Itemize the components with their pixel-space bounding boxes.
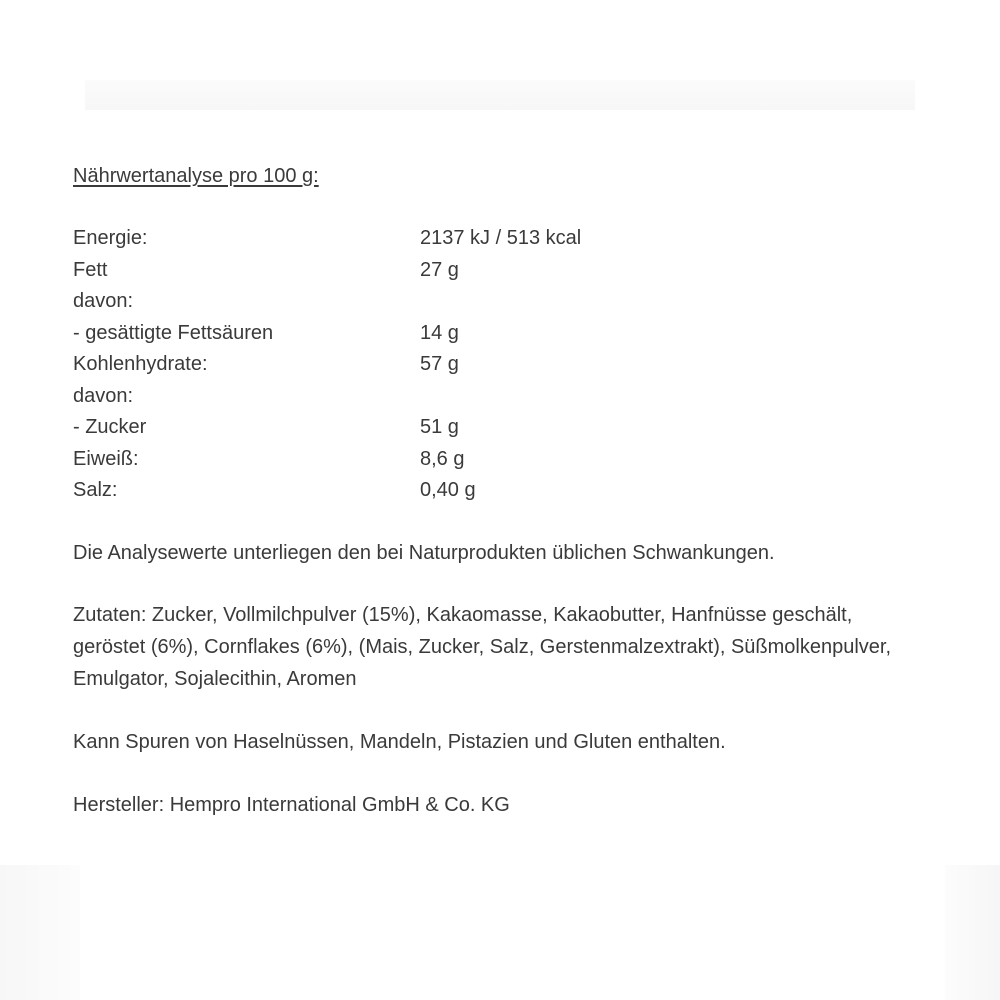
nutrition-heading: Nährwertanalyse pro 100 g: <box>73 165 319 187</box>
nutrition-row-salt <box>73 475 973 507</box>
ingredients-line: geröstet (6%), Cornflakes (6%), (Mais, Zucker, Salz, Gerstenmalzextrakt), Süßmolkenpulver, <box>73 635 892 658</box>
bottom-right-shade <box>945 865 1000 1000</box>
ingredients-line: Emulgator, Sojalecithin, Aromen <box>73 667 357 690</box>
ingredients-text <box>73 599 973 695</box>
nutrition-row-carbs-of-which <box>73 381 973 413</box>
nutrition-label: - Zucker <box>73 416 147 438</box>
nutrition-row-fat <box>73 255 973 287</box>
nutrition-value: 2137 kJ / 513 kcal <box>420 227 582 249</box>
nutrition-label: Salz: <box>73 479 118 501</box>
nutrition-label: davon: <box>73 290 134 312</box>
nutrition-value: 14 g <box>420 321 459 344</box>
nutrition-row-saturated-fat <box>73 318 973 350</box>
nutrition-row-fat-of-which <box>73 286 973 318</box>
nutrition-label: davon: <box>73 384 134 407</box>
nutrition-value: 51 g <box>420 416 459 438</box>
bottom-left-shade <box>0 865 80 1000</box>
nutrition-value: 8,6 g <box>420 447 465 470</box>
product-info <box>73 160 973 821</box>
nutrition-row-energy <box>73 223 973 255</box>
nutrition-row-sugar <box>73 412 973 444</box>
analysis-note: Die Analysewerte unterliegen den bei Naturprodukten üblichen Schwankungen. <box>73 541 775 564</box>
top-shade-strip <box>85 80 915 110</box>
nutrition-label: Kohlenhydrate: <box>73 353 208 375</box>
nutrition-row-carbohydrates <box>73 349 973 381</box>
nutrition-value: 0,40 g <box>420 479 476 501</box>
nutrition-label: Eiweiß: <box>73 447 139 470</box>
nutrition-label: Energie: <box>73 227 148 249</box>
nutrition-row-protein <box>73 444 973 476</box>
manufacturer-text: Hersteller: Hempro International GmbH & Co. KG <box>73 793 510 816</box>
nutrition-table <box>73 223 973 507</box>
nutrition-label: - gesättigte Fettsäuren <box>73 321 274 344</box>
nutrition-label: Fett <box>73 258 108 281</box>
traces-note: Kann Spuren von Haselnüssen, Mandeln, Pistazien und Gluten enthalten. <box>73 730 726 753</box>
nutrition-value <box>420 286 973 318</box>
nutrition-value: 57 g <box>420 353 459 375</box>
nutrition-value: 27 g <box>420 258 459 281</box>
nutrition-value <box>420 381 973 413</box>
ingredients-line: Zutaten: Zucker, Vollmilchpulver (15%), Kakaomasse, Kakaobutter, Hanfnüsse geschält, <box>73 603 853 626</box>
